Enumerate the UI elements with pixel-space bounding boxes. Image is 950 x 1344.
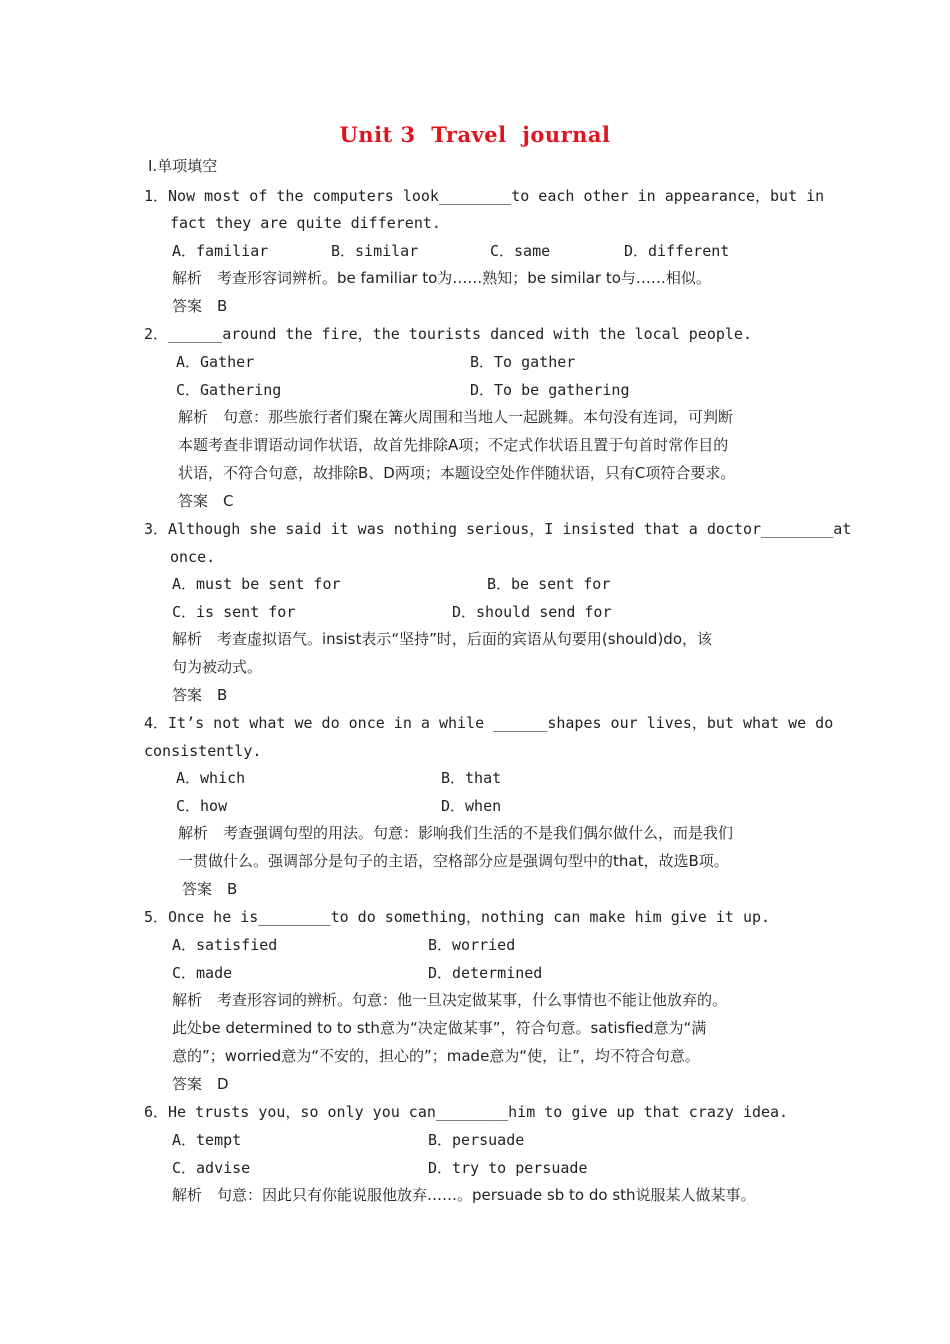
answer-text: 答案 C	[178, 492, 234, 510]
section-heading: Ⅰ.单项填空	[148, 157, 218, 175]
analysis-text: 本题考查非谓语动词作状语，故首先排除A项；不定式作状语且置于句首时常作目的	[178, 436, 729, 454]
answer-text: 答案 B	[182, 880, 238, 898]
question-stem: consistently.	[144, 742, 262, 760]
option-a: A．must be sent for	[172, 575, 341, 593]
question-stem: 5．Once he is________to do something，nothing can make him give it up.	[144, 908, 771, 926]
option-b: B．worried	[428, 936, 516, 954]
option-b: B．To gather	[470, 353, 576, 371]
option-d: D．To be gathering	[470, 381, 630, 399]
option-c: C．made	[172, 964, 233, 982]
option-a: A．satisfied	[172, 936, 278, 954]
question-stem: 1．Now most of the computers look________to each other in appearance，but in	[144, 187, 825, 205]
option-c: C．Gathering	[176, 381, 282, 399]
option-b: B．be sent for	[487, 575, 611, 593]
question-stem: 3．Although she said it was nothing serious，I insisted that a doctor________at	[144, 520, 852, 538]
option-a: A．tempt	[172, 1131, 242, 1149]
option-d: D．try to persuade	[428, 1159, 588, 1177]
option-a: A．Gather	[176, 353, 255, 371]
question-stem: 6．He trusts you，so only you can________him to give up that crazy idea.	[144, 1103, 789, 1121]
option-a: A．familiar	[172, 242, 269, 260]
option-d: D．determined	[428, 964, 543, 982]
analysis-text: 解析 考查形容词的辨析。句意：他一旦决定做某事，什么事情也不能让他放弃的。	[172, 991, 728, 1009]
analysis-text: 一贯做什么。强调部分是句子的主语，空格部分应是强调句型中的that，故选B项。	[178, 852, 729, 870]
question-stem: fact they are quite different.	[170, 214, 441, 232]
page-title: Unit 3 Travel journal	[339, 122, 611, 147]
option-a: A．which	[176, 769, 246, 787]
analysis-text: 解析 句意：因此只有你能说服他放弃……。persuade sb to do sth说服某人做某事。	[172, 1186, 756, 1204]
analysis-text: 此处be determined to to sth意为“决定做某事”，符合句意。satisfied意为“满	[172, 1019, 707, 1037]
answer-text: 答案 B	[172, 297, 228, 315]
question-stem: once.	[170, 548, 216, 566]
answer-text: 答案 B	[172, 686, 228, 704]
analysis-text: 解析 考查虚拟语气。insist表示“坚持”时，后面的宾语从句要用(should)do，该	[172, 630, 712, 648]
analysis-text: 解析 句意：那些旅行者们聚在篝火周围和当地人一起跳舞。本句没有连词，可判断	[178, 408, 734, 426]
option-c: C．how	[176, 797, 228, 815]
answer-text: 答案 D	[172, 1075, 229, 1093]
option-d: D．should send for	[452, 603, 612, 621]
analysis-text: 意的”；worried意为“不安的，担心的”；made意为“使，让”，均不符合句意。	[172, 1047, 700, 1065]
option-c: C．same	[490, 242, 551, 260]
option-d: D．when	[441, 797, 502, 815]
question-stem: 4．It’s not what we do once in a while ______shapes our lives，but what we do	[144, 714, 834, 732]
analysis-text: 句为被动式。	[172, 658, 263, 676]
question-stem: 2．______around the fire，the tourists danced with the local people.	[144, 325, 752, 343]
analysis-text: 解析 考查强调句型的用法。句意：影响我们生活的不是我们偶尔做什么，而是我们	[178, 824, 734, 842]
option-b: B．persuade	[428, 1131, 525, 1149]
option-d: D．different	[624, 242, 730, 260]
analysis-text: 解析 考查形容词辨析。be familiar to为……熟知；be similar to与……相似。	[172, 269, 711, 287]
analysis-text: 状语，不符合句意，故排除B、D两项；本题设空处作伴随状语，只有C项符合要求。	[178, 464, 736, 482]
option-b: B．that	[441, 769, 502, 787]
option-b: B．similar	[331, 242, 419, 260]
option-c: C．is sent for	[172, 603, 296, 621]
option-c: C．advise	[172, 1159, 251, 1177]
